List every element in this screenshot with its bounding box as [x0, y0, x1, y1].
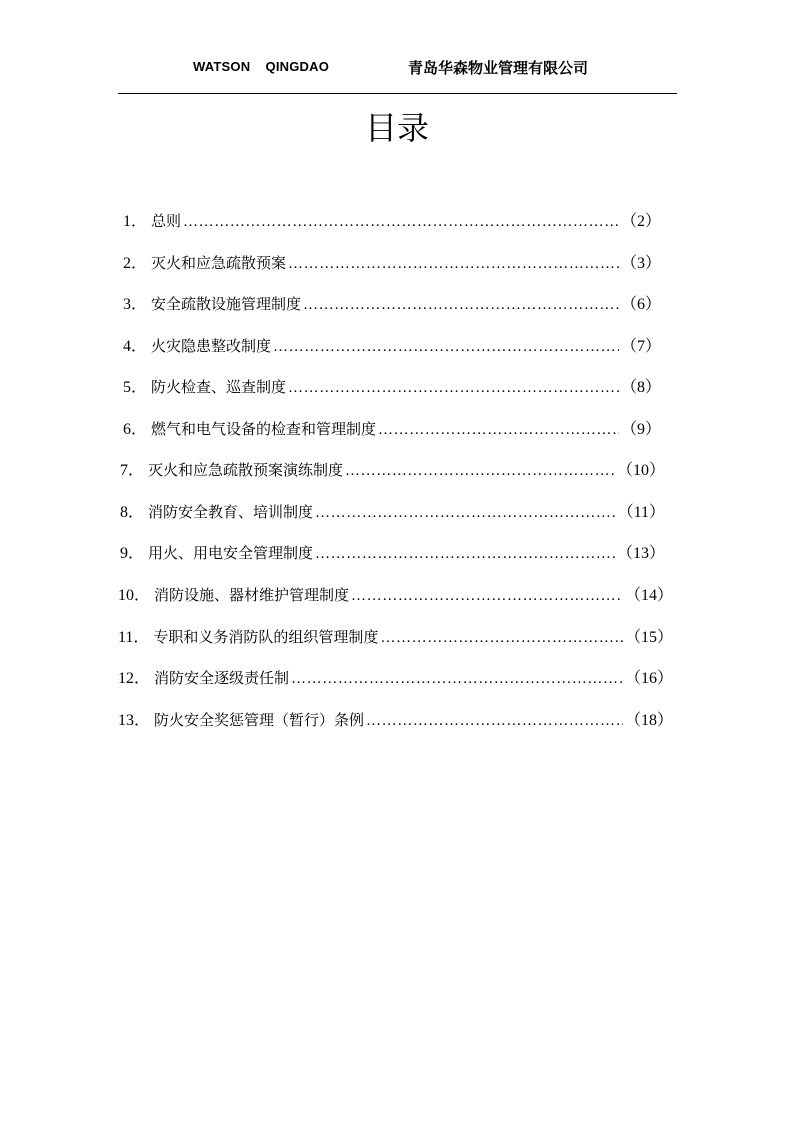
toc-leader-dots: [288, 377, 619, 399]
toc-entry-number: 12．: [118, 670, 151, 687]
toc-entry-page: （6）: [620, 296, 661, 313]
toc-leader-dots: [315, 543, 615, 565]
toc-entry[interactable]: [123, 252, 661, 274]
toc-leader-dots: [183, 211, 619, 233]
toc-entry-page: （16）: [624, 670, 673, 687]
toc-entry-title: 防火安全奖惩管理（暂行）条例: [154, 711, 365, 729]
toc-entry-title: 用火、用电安全管理制度: [148, 544, 314, 562]
toc-entry-title: 灭火和应急疏散预案: [151, 254, 287, 272]
toc-entry-number: 13．: [118, 712, 151, 729]
page-title: 目录: [364, 109, 429, 147]
toc-entry[interactable]: [123, 376, 661, 398]
toc-entry-number: 11．: [118, 629, 150, 646]
toc-leader-dots: [315, 502, 616, 524]
toc-entry[interactable]: [120, 542, 665, 564]
toc-leader-dots: [288, 253, 619, 275]
toc-entry-title: 专职和义务消防队的组织管理制度: [153, 628, 379, 646]
toc-leader-dots: [366, 710, 623, 732]
toc-entry-page: （9）: [620, 421, 661, 438]
toc-entry-page: （15）: [624, 629, 673, 646]
toc-entry-number: 4．: [123, 338, 148, 355]
toc-entry-title: 消防安全逐级责任制: [154, 669, 290, 687]
toc-entry-number: 1．: [123, 213, 148, 230]
toc-entry-page: （14）: [624, 587, 673, 604]
toc-entry-title: 灭火和应急疏散预案演练制度: [148, 461, 344, 479]
toc-entry-title: 防火检查、巡查制度: [151, 378, 287, 396]
toc-entry-page: （13）: [616, 545, 665, 562]
toc-entry-number: 10．: [118, 587, 151, 604]
toc-entry-title: 消防设施、器材维护管理制度: [154, 586, 350, 604]
toc-entry[interactable]: [118, 667, 673, 689]
toc-entry-title: 总则: [151, 212, 182, 230]
toc-entry-number: 5．: [123, 379, 148, 396]
toc-entry-page: （7）: [620, 338, 661, 355]
toc-entry[interactable]: [123, 210, 661, 232]
toc-leader-dots: [380, 627, 623, 649]
toc-entry-number: 6．: [123, 421, 148, 438]
toc-entry[interactable]: [120, 501, 665, 523]
toc-leader-dots: [345, 460, 615, 482]
toc-entry[interactable]: [118, 709, 673, 731]
toc-entry-page: （3）: [620, 255, 661, 272]
toc-entry[interactable]: [123, 418, 661, 440]
toc-entry-page: （10）: [616, 462, 665, 479]
toc-entry-title: 消防安全教育、培训制度: [148, 503, 314, 521]
header-company-chinese: 青岛华森物业管理有限公司: [408, 59, 589, 77]
toc-leader-dots: [351, 585, 623, 607]
toc-entry-number: 9．: [120, 545, 145, 562]
toc-entry[interactable]: [123, 293, 661, 315]
header-company-english: WATSON QINGDAO: [193, 59, 330, 74]
toc-entry-title: 火灾隐患整改制度: [151, 337, 272, 355]
toc-entry-number: 8．: [120, 504, 145, 521]
toc-entry-page: （11）: [617, 504, 665, 521]
toc-leader-dots: [291, 668, 623, 690]
toc-leader-dots: [273, 336, 619, 358]
toc-entry[interactable]: [118, 626, 673, 648]
toc-entry-title: 燃气和电气设备的检查和管理制度: [151, 420, 377, 438]
toc-entry[interactable]: [118, 584, 673, 606]
toc-leader-dots: [378, 419, 619, 441]
toc-entry-number: 3．: [123, 296, 148, 313]
toc-entry[interactable]: [120, 459, 665, 481]
toc-entry-number: 2．: [123, 255, 148, 272]
toc-entry-page: （8）: [620, 379, 661, 396]
toc-entry[interactable]: [123, 335, 661, 357]
toc-entry-page: （2）: [620, 213, 661, 230]
toc-entry-title: 安全疏散设施管理制度: [151, 295, 302, 313]
toc-entry-number: 7．: [120, 462, 145, 479]
toc-leader-dots: [303, 294, 619, 316]
toc-entry-page: （18）: [624, 712, 673, 729]
